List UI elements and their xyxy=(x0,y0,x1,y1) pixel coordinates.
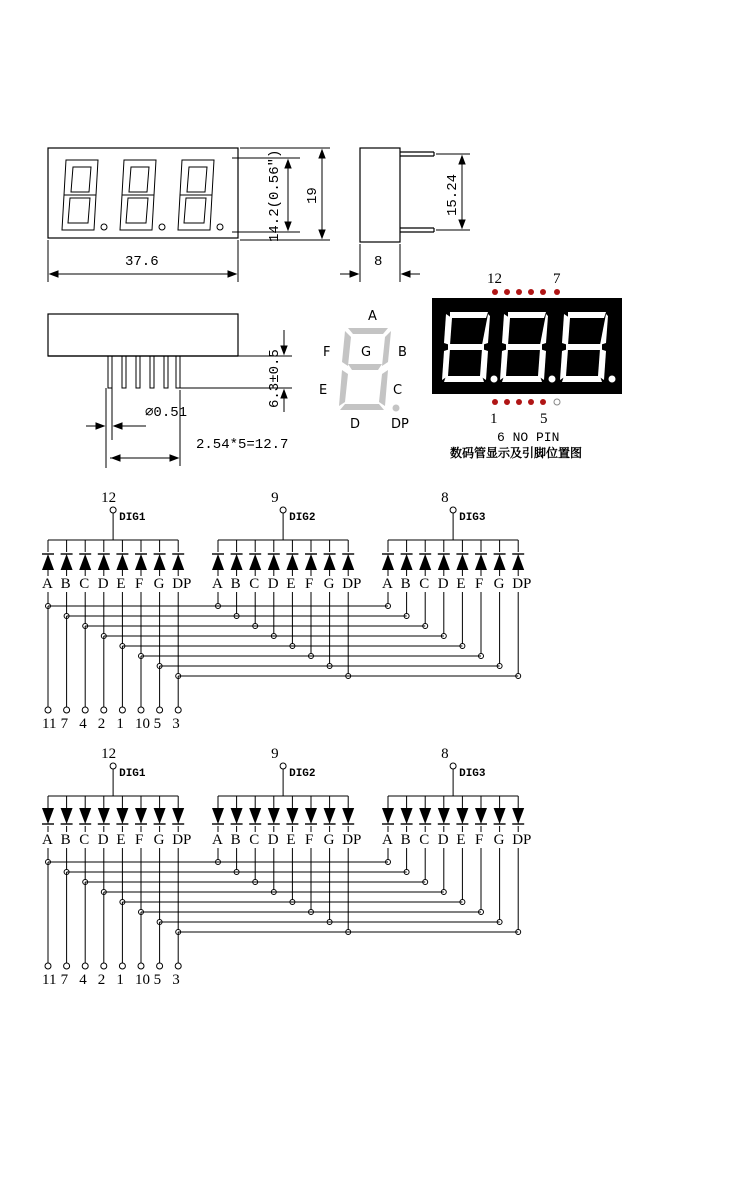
photo-pin-1-label: 1 xyxy=(490,411,498,427)
common-pin-number: 12 xyxy=(101,490,117,506)
segment-pin-node xyxy=(101,963,107,969)
common-pin-node xyxy=(280,507,286,513)
segment-label: D xyxy=(97,832,109,848)
pin-dot xyxy=(554,289,560,295)
pin-span-label: 15.24 xyxy=(445,173,461,216)
led-diode xyxy=(419,808,431,824)
led-diode xyxy=(268,808,280,824)
photo-pin-7-label: 7 xyxy=(553,271,561,287)
pin-lead xyxy=(108,356,112,388)
common-pin-number: 9 xyxy=(271,746,279,762)
pin-lead xyxy=(164,356,168,388)
pin-lead xyxy=(150,356,154,388)
segment-legend-figure xyxy=(319,309,409,432)
char-height-dimension xyxy=(232,158,300,232)
pin-dot xyxy=(540,399,546,405)
digit-group xyxy=(382,746,531,935)
led-diode xyxy=(401,808,413,824)
segment-pin-number: 10 xyxy=(135,716,150,732)
led-diode xyxy=(79,554,91,570)
segment-label: C xyxy=(419,576,430,592)
pin-position-photo xyxy=(432,271,622,460)
segment-pin-number: 7 xyxy=(60,972,69,988)
led-diode xyxy=(286,808,298,824)
segment-label: E xyxy=(286,576,296,592)
front-digit-outline xyxy=(62,160,98,230)
led-diode xyxy=(212,554,224,570)
pin-dot xyxy=(504,399,510,405)
segment-pin-number: 4 xyxy=(79,716,87,732)
led-diode xyxy=(305,554,317,570)
led-diode xyxy=(456,554,468,570)
segment-label: A xyxy=(212,832,223,848)
bottom-view xyxy=(48,314,238,388)
pin-pitch-label: 2.54*5=12.7 xyxy=(196,437,289,453)
led-diode xyxy=(61,554,73,570)
led-diode xyxy=(249,808,261,824)
segment-label: A xyxy=(212,576,223,592)
pin-lead xyxy=(136,356,140,388)
led-diode xyxy=(172,808,184,824)
common-pin-number: 8 xyxy=(441,746,449,762)
photo-top-pin-dots xyxy=(492,289,560,295)
pin-dot xyxy=(528,399,534,405)
led-diode xyxy=(456,808,468,824)
no-pin-note: 6 NO PIN xyxy=(497,430,560,445)
segment-label: E xyxy=(286,832,296,848)
photo-pin-12-label: 12 xyxy=(487,271,502,287)
segment-label: F xyxy=(475,576,484,592)
segment-label: B xyxy=(400,832,411,848)
segment-c-label: C xyxy=(393,383,403,398)
segment-pin-number: 2 xyxy=(97,716,106,732)
front-dp-dot xyxy=(159,224,165,230)
width-label: 37.6 xyxy=(125,254,159,270)
segment-pin-node xyxy=(101,707,107,713)
segment-label: G xyxy=(153,576,165,592)
led-diode xyxy=(79,808,91,824)
char-height-label: 14.2(0.56") xyxy=(267,149,283,242)
front-dp-dot xyxy=(101,224,107,230)
segment-pin-number: 3 xyxy=(172,716,180,732)
led-diode xyxy=(401,554,413,570)
segment-pin-node xyxy=(175,963,181,969)
led-diode xyxy=(324,808,336,824)
led-diode xyxy=(342,808,354,824)
digit-group xyxy=(212,746,361,935)
digit-name: DIG3 xyxy=(459,768,486,780)
segment-label: A xyxy=(42,576,53,592)
led-diode xyxy=(135,554,147,570)
segment-label: D xyxy=(267,576,279,592)
led-diode xyxy=(324,554,336,570)
segment-label: B xyxy=(230,576,241,592)
segment-label: DP xyxy=(342,832,362,848)
segment-pin-node xyxy=(157,963,163,969)
schematic-common-anode xyxy=(42,490,531,732)
segment-label: D xyxy=(437,576,449,592)
led-diode xyxy=(382,554,394,570)
led-diode xyxy=(116,554,128,570)
pin-dot xyxy=(516,399,522,405)
side-view xyxy=(360,148,434,242)
segment-f-label: F xyxy=(323,345,331,360)
front-view xyxy=(48,148,238,238)
led-diode xyxy=(249,554,261,570)
led-diode xyxy=(172,554,184,570)
segment-pin-node xyxy=(64,707,70,713)
segment-label: C xyxy=(419,832,430,848)
segment-pin-number: 7 xyxy=(60,716,69,732)
segment-label: G xyxy=(153,832,165,848)
led-diode xyxy=(512,808,524,824)
digit-name: DIG2 xyxy=(289,512,316,524)
common-pin-node xyxy=(110,507,116,513)
segment-pin-number: 10 xyxy=(135,972,150,988)
segment-pin-number: 4 xyxy=(79,972,87,988)
led-diode xyxy=(231,554,243,570)
schematic-common-cathode xyxy=(42,746,531,988)
segment-pin-number: 3 xyxy=(172,972,180,988)
segment-b-label: B xyxy=(398,345,407,360)
digit-name: DIG2 xyxy=(289,768,316,780)
segment-label: E xyxy=(116,832,126,848)
common-pin-node xyxy=(110,763,116,769)
pin-lead xyxy=(122,356,126,388)
digit-name: DIG1 xyxy=(119,512,146,524)
segment-label: D xyxy=(437,832,449,848)
pin-length-label: 6.3±0.5 xyxy=(267,349,283,408)
segment-e-label: E xyxy=(319,383,328,398)
pin-dot xyxy=(516,289,522,295)
segment-label: A xyxy=(382,576,393,592)
pin-dot xyxy=(492,399,498,405)
segment-d-label: D xyxy=(350,417,361,432)
led-diode xyxy=(231,808,243,824)
led-diode xyxy=(98,808,110,824)
led-diode xyxy=(512,554,524,570)
segment-label: E xyxy=(116,576,126,592)
bottom-view-pins xyxy=(108,356,180,388)
segment-pin-node xyxy=(82,707,88,713)
segment-label: G xyxy=(323,576,335,592)
segment-label: C xyxy=(79,832,90,848)
common-pin-node xyxy=(450,763,456,769)
segment-pin-node xyxy=(82,963,88,969)
segment-pin-number: 1 xyxy=(116,716,124,732)
led-diode xyxy=(42,808,54,824)
segment-pin-node xyxy=(64,963,70,969)
segment-pin-number: 5 xyxy=(153,716,162,732)
photo-bottom-pin-dots xyxy=(492,399,560,405)
led-diode xyxy=(98,554,110,570)
segment-a-label: A xyxy=(368,309,377,324)
led-diode xyxy=(154,808,166,824)
segment-pin-node xyxy=(119,963,125,969)
led-diode xyxy=(154,554,166,570)
segment-label: C xyxy=(79,576,90,592)
segment-label: B xyxy=(60,832,71,848)
segment-pin-node xyxy=(45,963,51,969)
segment-label: B xyxy=(230,832,241,848)
segment-label: C xyxy=(249,832,260,848)
segment-label: A xyxy=(382,832,393,848)
segment-label: B xyxy=(400,576,411,592)
segment-label: DP xyxy=(172,832,192,848)
common-pin-number: 8 xyxy=(441,490,449,506)
led-diode xyxy=(268,554,280,570)
segment-label: G xyxy=(323,832,335,848)
photo-caption: 数码管显示及引脚位置图 xyxy=(450,446,583,460)
led-diode xyxy=(212,808,224,824)
led-diode xyxy=(116,808,128,824)
pin-dot xyxy=(540,289,546,295)
common-pin-node xyxy=(450,507,456,513)
segment-label: F xyxy=(305,576,314,592)
pin-dot xyxy=(504,289,510,295)
led-diode xyxy=(419,554,431,570)
common-pin-number: 12 xyxy=(101,746,117,762)
segment-pin-number: 5 xyxy=(153,972,162,988)
led-diode xyxy=(475,554,487,570)
segment-label: F xyxy=(305,832,314,848)
segment-label: DP xyxy=(512,832,532,848)
front-view-digits xyxy=(62,160,223,230)
segment-label: F xyxy=(135,832,144,848)
segment-pin-node xyxy=(45,707,51,713)
segment-label: DP xyxy=(512,576,532,592)
pin-dot xyxy=(492,289,498,295)
pin-diameter-label: ⌀0.51 xyxy=(145,405,188,421)
segment-label: E xyxy=(456,576,466,592)
front-digit-outline xyxy=(120,160,156,230)
segment-label: F xyxy=(135,576,144,592)
led-diode xyxy=(382,808,394,824)
photo-pin-5-label: 5 xyxy=(540,411,548,427)
segment-g-label: G xyxy=(361,345,372,360)
height-label: 19 xyxy=(305,187,321,204)
led-diode xyxy=(42,554,54,570)
led-diode xyxy=(438,808,450,824)
segment-pin-node xyxy=(138,707,144,713)
led-diode xyxy=(494,554,506,570)
front-digit-outline xyxy=(178,160,214,230)
digit-name: DIG3 xyxy=(459,512,486,524)
segment-pin-node xyxy=(138,963,144,969)
pin-lead xyxy=(176,356,180,388)
led-diode xyxy=(475,808,487,824)
segment-label: G xyxy=(493,832,505,848)
segment-pin-node xyxy=(119,707,125,713)
led-diode xyxy=(305,808,317,824)
common-pin-node xyxy=(280,763,286,769)
segment-label: A xyxy=(42,832,53,848)
segment-pin-node xyxy=(157,707,163,713)
segment-dp-label: DP xyxy=(391,417,409,432)
common-pin-number: 9 xyxy=(271,490,279,506)
digit-group xyxy=(212,490,361,679)
led-diode xyxy=(438,554,450,570)
segment-label: D xyxy=(267,832,279,848)
digit-name: DIG1 xyxy=(119,768,146,780)
segment-label: E xyxy=(456,832,466,848)
segment-label: DP xyxy=(342,576,362,592)
front-dp-dot xyxy=(217,224,223,230)
digit-group xyxy=(382,490,531,679)
led-diode xyxy=(494,808,506,824)
segment-label: F xyxy=(475,832,484,848)
digit-group xyxy=(42,746,191,935)
segment-pin-number: 1 xyxy=(116,972,124,988)
segment-pin-number: 11 xyxy=(42,716,57,732)
segment-label: B xyxy=(60,576,71,592)
no-pin-dot xyxy=(554,399,560,405)
segment-label: DP xyxy=(172,576,192,592)
led-diode xyxy=(135,808,147,824)
segment-label: G xyxy=(493,576,505,592)
segment-label: C xyxy=(249,576,260,592)
depth-label: 8 xyxy=(374,254,383,270)
segment-pin-node xyxy=(175,707,181,713)
segment-pin-number: 2 xyxy=(97,972,106,988)
segment-label: D xyxy=(97,576,109,592)
led-diode xyxy=(61,808,73,824)
segment-pin-number: 11 xyxy=(42,972,57,988)
pin-dot xyxy=(528,289,534,295)
led-diode xyxy=(286,554,298,570)
led-diode xyxy=(342,554,354,570)
digit-group xyxy=(42,490,191,679)
